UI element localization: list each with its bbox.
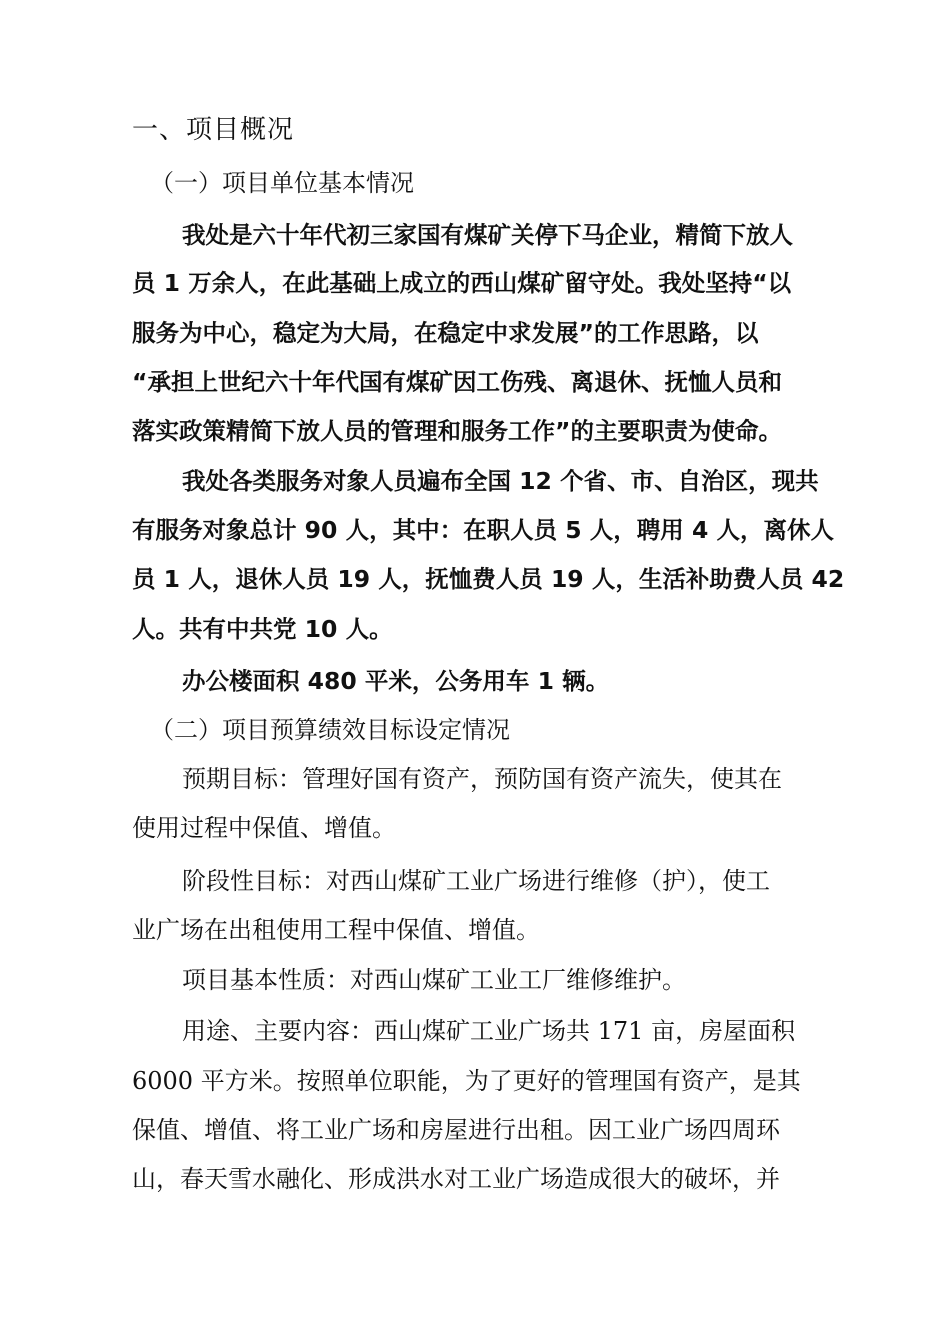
para-1-line: 落实政策精简下放人员的管理和服务工作”的主要职责为使命。 [132,417,782,445]
para-2-line: 员 1 人，退休人员 19 人，抚恤费人员 19 人，生活补助费人员 42 [132,565,845,593]
para-4-line: 使用过程中保值、增值。 [132,814,396,842]
para-3-line: 办公楼面积 480 平米，公务用车 1 辆。 [182,667,610,695]
para-2-line: 我处各类服务对象人员遍布全国 12 个省、市、自治区，现共 [182,467,819,495]
para-6-line: 项目基本性质：对西山煤矿工业工厂维修维护。 [182,966,686,994]
para-7-line: 6000 平方米。按照单位职能，为了更好的管理国有资产，是其 [132,1067,801,1095]
para-7-line: 山，春天雪水融化、形成洪水对工业广场造成很大的破坏，并 [132,1165,780,1193]
para-7-line: 用途、主要内容：西山煤矿工业广场共 171 亩，房屋面积 [182,1017,796,1045]
para-1-line: 服务为中心，稳定为大局，在稳定中求发展”的工作思路，以 [132,319,759,347]
para-2-line: 人。共有中共党 10 人。 [132,615,393,643]
para-1-line: 我处是六十年代初三家国有煤矿关停下马企业，精简下放人 [182,221,793,249]
para-5-line: 阶段性目标：对西山煤矿工业广场进行维修（护），使工 [182,867,770,895]
para-1-line: “承担上世纪六十年代国有煤矿因工伤残、离退休、抚恤人员和 [132,368,782,396]
section-1-title: （一）项目单位基本情况 [150,169,414,197]
para-1-line: 员 1 万余人，在此基础上成立的西山煤矿留守处。我处坚持“以 [132,269,792,297]
section-2-title: （二）项目预算绩效目标设定情况 [150,716,510,744]
para-4-line: 预期目标：管理好国有资产，预防国有资产流失，使其在 [182,765,782,793]
para-2-line: 有服务对象总计 90 人，其中：在职人员 5 人，聘用 4 人，离休人 [132,516,834,544]
para-5-line: 业广场在出租使用工程中保值、增值。 [132,916,540,944]
heading-1: 一、项目概况 [132,115,295,145]
para-7-line: 保值、增值、将工业广场和房屋进行出租。因工业广场四周环 [132,1116,780,1144]
